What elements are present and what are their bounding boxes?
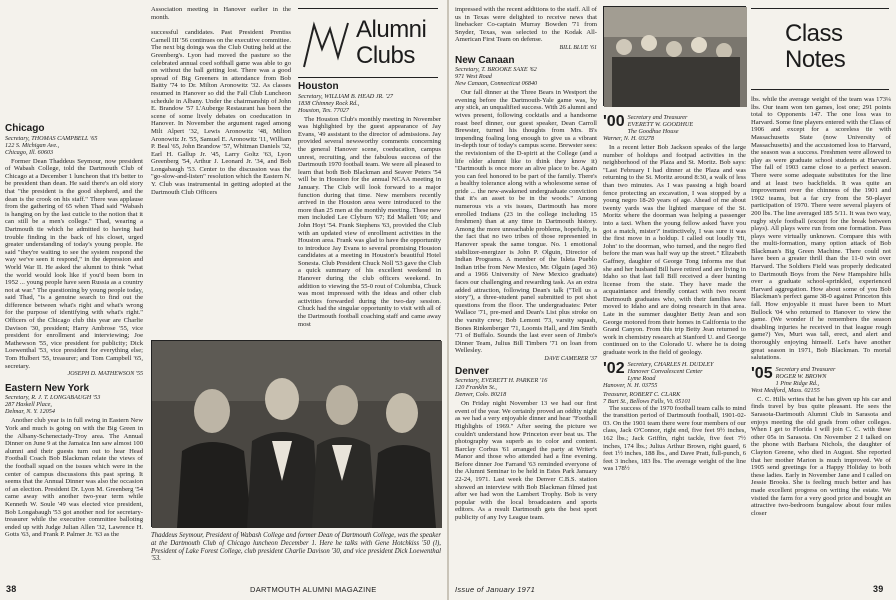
- class-notes-photo: [603, 6, 746, 106]
- class-02-header: [603, 361, 746, 389]
- new-canaan-title: New Canaan: [455, 54, 515, 66]
- eastern-ny-title: Eastern New York: [5, 382, 90, 394]
- issue-date: Issue of January 1971: [455, 585, 536, 594]
- class-02-body: The success of the 1970 football team calls to mind the transition period of Dartmouth football, 1901-02-03. On the 1901 team there were four members of our class, Jack O'Connor, right end, five feet 9½ inches, 162 lbs.; Jack Griffin, right tackle, five feet 7½ inches, 174 lbs.; Julius Arthur Brown, right guard, 6 feet 1½ inches, 188 lbs., and Dave Pratt, full-punch, 6 feet 3 inches, 183 lbs. The average weight of the line was 178½: [603, 404, 746, 473]
- new-canaan-signature: DAVE CAMERER '37: [544, 355, 597, 362]
- houston-address2: Houston, Tex. 77027: [298, 106, 349, 114]
- houston-body: The Houston Club's monthly meeting in November was highlighted by the guest appearance of Jay Evans, '49 assistant to the director of admissions. Jay provided several newsworthy comments concerning the general Hanover scene, coeducation, campus unrest, recruiting, and the fabulous success of the Dartmouth 1970 football team. We were all pleased to learn that both Bob Blackman and Seaver Peters '54 will be in Houston for the annual NCAA meeting in January. The Club will look forward to a major function during that time. New members recently arrived in the Houston area were introduced to the more than 25 men at the monthly meeting. These new men included Lee Clyburn '67; Ed Mallett '69; and John Hoyt '54. Frank Stephens '63, provided the Club with an updated view of enrollment activities in the Houston area. Frank was glad to have the opportunity to introduce Jay Evans to several promising Houston candidates at a meeting in Houston's beautiful Hotel Sonesta. Club President Chuck Noll '53 gave the Club a quick summary of his excellent weekend in Hanover during the club officers weekend. In addition to viewing the 55-0 rout of Columbia, Chuck was most impressed with the ideas and other club activities forwarded during the two-day session. Chuck had the singular opportunity to visit with all of the Dartmouth football coaching staff and came away most: [298, 115, 441, 328]
- class-05-secretary: Secretary and Treasurer: [775, 365, 836, 373]
- class-00-continued: lbs. while the average weight of the team was 173¼ lbs. Our team won ten games, lost one; 291 points total to Opponents 147. The one loss was to Harvard. Some fine players entered with the Class of 1906 and except for a scoreless tie with Massachusetts State (now University of Massachusetts) and the accustomed loss to Harvard, the season was a success. Freshmen were allowed to play as were graduate school students at Harvard. The fall of 1903 came close to a perfect season. There were some adequate substitutes for the line and at least two backfields. It was quite an improvement over the chinness of the 1901 and 1902 teams, but a far cry from the 50-player participation of 1970. There were several players of 200 lbs. The line averaged 185 5/11. It was two way, rugby style football (except for the break between plays). All plays were run from one formation. Pass plays were virtually unknown. Compare this with the multi-formation, many option attack of Bob Blackman's Big Green Machine. There could not have been a greater thrill than the 11-0 win over Harvard. The Soldiers Field was properly dedicated to Dartmouth Boys from the New Hampshire hills over a graduate school-sprinkled, experienced Harvard aggregation. How about some of you Bob Blackman's perfect game 38-0 against Princeton this fall. How enjoyable it must have been to Murt Bullock '04 who returned to Hanover to view the game. (We wonder if he remembers the season disabling injuries he received in that league rough game?) Yes, Murt was tall, erect, and alert and thoroughly enjoying himself. Let's have another great season in 1971, Bob Blackman. To mortal salutations.: [751, 96, 891, 362]
- class-00-name: EVERETT W. GOODHUE: [627, 121, 694, 128]
- houston-continued: impressed with the recent additions to the staff. All of us in Texas were delighted to receive news that linebacker Co-captain Murray Bowden '71 from Snyder, Texas, was selected to the Kodak All-American First Team on defense.: [455, 6, 597, 44]
- left-page: [0, 0, 447, 600]
- eastern-ny-body: Another club year is in full swing in Eastern New York and much is going on with the Big Green in the Albany-Schenectady-Troy area. The Annual Dinner on June 9 at the Jamaica Inn saw almost 100 alumni and their guests turn out to hear Head Football Coach Bob Blackman relate the views of the football squad on the issues which were in the center of campus discussions this past spring. It seems that the Annual Dinner was also the occasion of an election. President Dr. Lyon M. Greenberg '54 came away with another two-year term while Kenneth W. Soule '49 was elected vice president, Bob Longabaugh '53 got another nod for secretary-treasurer while the executive committee balloting ended up with Judge Julian Allen '32, Lawrence H. Gotts '63, and Frank P. Palmer Jr. '63 as the: [5, 417, 143, 539]
- alumni-clubs-logo-icon: [300, 17, 352, 71]
- photo-men-talking-icon: [152, 341, 442, 528]
- magazine-title: DARTMOUTH ALUMNI MAGAZINE: [250, 585, 377, 594]
- column-1: [5, 6, 143, 539]
- chicago-body: Former Dean Thaddeus Seymour, now president of Wabash College, told the Dartmouth Club of Chicago at a December 1 luncheon that it's better to be president than dean. He said there's an old story that "the president is the good shepherd, and the dean is the crook on his staff." There was applause from the gathering of 65 when Thad said "Wabash is hanging on by the last cuticle to the notion that it can still be a men's college." Thad, wearing a Dartmouth tie which he admitted to having had trouble finding in the back of his closet, urged greater understanding of today's young people. He said "they're waiting to see the system respond the way we've seen it respond," in the depression and World War II. He asked the alumni to think "what the world would look like if you'd been born in 1952 ... young people have seen Russia as a country not at war." The questioning by young people today, said Thad, "is a genuine search to find out the difference between what's right and what's wrong for the purpose of identifying with what's right." Officers of the Chicago club this year are Charlie Davison '30, president; Harry Ambrose '55, vice president for enrollment and interviewing; Joe Mathewson '55, vice president for publicity; Dick Loewenthal '53, vice president for everything else; Tom Hulbert '55, treasurer; and Tom Campbell '65, secretary.: [5, 157, 143, 370]
- class-00-address1: The Goodhue House: [627, 128, 679, 135]
- chicago-title: Chicago: [5, 123, 45, 134]
- denver-secretary-name: Secretary, EVERETT H. PARKER '16: [455, 377, 548, 385]
- class-05-address1: 1 Pine Ridge Rd.,: [775, 379, 820, 387]
- new-canaan-secretary-name: Secretary, T. BROOKE SAXE '62: [455, 66, 537, 74]
- chicago-secretary-name: Secretary, THOMAS CAMPBELL '65: [5, 134, 98, 142]
- new-canaan-body: Our fall dinner at the Three Bears in Westport the evening before the Dartmouth-Yale game was, by any stick, an unqualified success. With 26 alumni and wives present, following cocktails and a handsome roast beef dinner, our guest speaker, Dean Carroll Brewster, turned his thoughts from Mrs. B's impending foaling long enough to give us a vibrant in-depth tour of today's campus scene. Brewster sees: the revisionism of the D-spirit at the College (and a life older alumni like to think they know it) "Dartmouth is once more an alive place to be. Again you can feel honored to be part of the family. There's a healthy tolerance along with a wholesome sense of pride ... the new-awakened undergraduate conviction that it's an asset to be in the woods." Among numerous vis a vis issues, Dartmouth has more enrolled Indians (23 in the college including 15 freshmen) than at any time in Dartmouth history. Among the more unreachable problems, hopefully, is the fact that no two tribes of those represented in Hanover speak the same tongue. No. 1 emotional stabilizer-energizer is John P. Olguin, Director of Indian Programs. A member of the Isleta Pueblo Indian tribe from New Mexico, Mr. Olguin (aged 36) and a 1966 University of New Mexico graduate) faces our challenging and rewarding task. As an extra added attraction, following Dean's talk ("Tell us a story"), a three-student panel submitted to pot shot questions from the floor. The undergraduates: Peter Wallace '71, pre-med and Dean's List plus stroke on the varsity crew; Bob Lemont '73, varsity squash, Bones Rinkenberger '71, Loomis Hall, and Jim Smith '71 of Buffalo. Sounds the last ever seen of Jimbo's Dinner Team, Julius Bill Timbers '71 on loan from Wellesley.: [455, 89, 597, 355]
- column-2: [151, 6, 291, 336]
- right-column-2: [603, 110, 746, 530]
- denver-title: Denver: [455, 365, 489, 377]
- class-05-header: [751, 366, 891, 394]
- left-page-number: 38: [6, 584, 17, 594]
- class-notes-header: Class Notes: [785, 20, 846, 73]
- class-05-body: C. C. Hills writes that he has given up his car and finds travel by bus quite pleasant. He sees the Sarasota-Dartmouth Alumni Club in Sarasota and enjoys meeting the old grads from other colleges. When I get to Florida I will join C. C. with these other 05s in Sarasota. On November 2 I talked on the phone with Barbara Nichols, the daughter of Clayton Greene, who died in August. She reported that her mother Marion is much improved. We of 1905 send greetings for a Happy Holiday to both these ladies. Early in November Jane and I called on Jessie Brooks. She is feeling much better and has made excellent progress on writing the estate. We visited the farm for a very good price and bought an attractive two-bedroom bungalow about four miles closer: [751, 395, 891, 517]
- chicago-address1: 122 S. Michigan Ave.,: [5, 141, 60, 149]
- eastern-ny-secretary-name: Secretary, R. J. T. LONGABAUGH '53: [5, 394, 101, 402]
- class-05-name: ROGER W. BROWN: [775, 372, 827, 380]
- chicago-signature: JOSEPH D. MATHEWSON '55: [67, 371, 143, 378]
- class-00-address2: Warner, N. H. 03278: [603, 135, 654, 142]
- class-notes-header-box: [751, 8, 889, 90]
- right-column-1: [455, 6, 597, 526]
- class-05-address2: West Medford, Mass. 02155: [751, 386, 820, 394]
- houston-address1: 1838 Chimney Rock Rd.,: [298, 99, 360, 107]
- denver-address2: Denver, Colo. 80218: [455, 391, 507, 399]
- class-00-year: '00: [603, 113, 625, 130]
- left-footer: [6, 584, 17, 594]
- houston-signature: BILL BLUE '61: [559, 44, 597, 51]
- right-footer: [873, 584, 884, 594]
- class-00-body: In a recent letter Bob Jackson speaks of the large number of holdups and footpad activities in the neighborhood of the Plaza and St. Moritz. Bob says: "Last February I had dinner at the Plaza and was returning to the St. Moritz around 8:30, a walk of less than two minutes. As I was passing a high board fence protecting an excavation, I was stopped by a young negro 18-20 years of age. Ahead of me about twenty yards was the lighted marquee of the St. Moritz where the doorman was helping a passenger into a taxi. When the young fellow asked 'have you got a match, mister?' instinctively, I was sure it was the first move in a holdup. I called out loudly 'Hi, John' to the doorman, who turned, and the negro fled before the man was half way up the street." Elizabeth Gaffney, daughter of George Tong informs me that she and her husband Bill have retired and are living in Idaho so that last fall Bill received a deer hunting license from the state. They have made the acquaintance and friendly contact with two recent Dartmouth graduates who, with their families have moved to Idaho and are doing research in that area. Late in the summer daughter Betty Jean and son George motored from their homes in California to the Grand Canyon. From this trip Betty Jean returned to work in chemistry research at Stanford U. and George continued on to the Colorado U. where he is doing graduate work in the field of geology.: [603, 144, 746, 357]
- class-02-secretary: Secretary, CHARLES H. DUDLEY: [627, 360, 714, 368]
- class-02-treasurer-address: 7 Burt St., Bellows Falls, Vt. 05101: [603, 397, 691, 405]
- eastern-ny-address2: Delmar, N. Y. 12054: [5, 408, 55, 416]
- chicago-address2: Chicago, Ill. 60603: [5, 148, 54, 156]
- class-02-name: Hanover Convalescent Center: [627, 367, 703, 375]
- right-page-number: 39: [873, 584, 884, 594]
- denver-body: On Friday night November 13 we had our first event of the year. We certainly proved an oddity night as we had a very enjoyable dinner and hear "Football Highlights of 1969." After seeing the picture we couldn't understand how Princeton ever beat us. The photography was superb as to color and content. Barclay Corbus '61 arranged the party at Writer's Manor and those who attended had a fine evening. Before dinner Joe Farrand '63 reminded everyone of the Alumni Seminar to be held in Estes Park January 22-24, 1971. Last week the Denver C.B.S. station showed an interview with Bob Blackman filmed just after we had won the Lambert Trophy. Bob is very popular with the local broadcasters and sports editors. As a result Dartmouth gets the best sport publicity of any Ivy League team.: [455, 400, 597, 522]
- houston-title: Houston: [298, 81, 339, 92]
- class-02-treasurer-name: Treasurer, ROBERT C. CLARK: [603, 390, 681, 398]
- right-column-3: [751, 96, 891, 526]
- denver-secretary: [455, 377, 597, 398]
- class-02-treasurer: [603, 391, 746, 405]
- class-02-address2: Hanover, N. H. 03755: [603, 381, 658, 389]
- section-header-box: [298, 8, 438, 78]
- eastern-ny-continued: successful candidates. Past President Prentiss Carnell III '56 continues on the executive committee. The next big doings was the Club Outing held at the Greenberg's. Lyon had moved the pasture so the celebrated annual coed softball game was able to go on without the ball getting lost. There was a good spread of Big Greeners in attendance from Bob Baitty '74 to Dr. Milton Aronowitz '32. As classes resumed in Hanover so did the Fall Club Luncheon schedule in Albany. Under the chairmanship of John E. Brandow '57 L'Auberge Restaurant has been the scene of some lively debates on coeducation in Hanover. In November the argument raged among Milt Alpert '32, Lewis Aronowitz '48, Milton Aronowitz Jr. '55, Samuel E. Aronowitz '11, William P. Beal '65, John Brandow '57, Whitman Daniels '32, Earl H. Gallup Jr. '45, Larry Goltz '63, Lyon Greenberg '54, Arthur J. Leonard Jr. '34, and Bob Longabaugh '53. Center to the discussion was the "go-slow-and-listen" resolution which the Eastern N. Y. Club was instrumental in getting adopted at the Dartmouth Club Officers: [151, 29, 291, 196]
- class-00-secretary: Secretary and Treasurer: [627, 114, 688, 121]
- class-02-year: '02: [603, 359, 625, 377]
- photo-caption: Thaddeus Seymour, President of Wabash College and former Dean of Dartmouth College, was the speaker at the Dartmouth Club of Chicago luncheon December 1. Here he talks with Gene Hotchkiss '50 (l), President of Lake Forest College, club president Charlie Davison '30, and vice president Dick Loewenthal '53.: [151, 532, 441, 563]
- new-canaan-secretary: [455, 66, 597, 87]
- right-page: [449, 0, 896, 600]
- col2-top-text: Association meeting in Hanover earlier in the month.: [151, 6, 291, 21]
- chicago-secretary: [5, 135, 143, 156]
- column-3: [298, 82, 441, 338]
- eastern-ny-address1: 287 Haskell Place,: [5, 401, 52, 409]
- eastern-ny-secretary: [5, 394, 143, 415]
- section-header: Alumni Clubs: [356, 16, 427, 69]
- photo-crowd-icon: [604, 7, 747, 107]
- new-canaan-address1: 971 West Road: [455, 73, 492, 81]
- class-05-year: '05: [751, 364, 773, 382]
- houston-secretary: [298, 93, 441, 114]
- new-canaan-address2: New Canaan, Connecticut 06840: [455, 80, 538, 88]
- denver-address1: 120 Franklin St.,: [455, 384, 497, 392]
- class-02-address1: Lyme Road: [627, 374, 656, 382]
- houston-secretary-name: Secretary, WILLIAM B. HEAD JR. '27: [298, 92, 393, 100]
- class-00-header: [603, 114, 746, 142]
- chicago-luncheon-photo: [151, 340, 441, 527]
